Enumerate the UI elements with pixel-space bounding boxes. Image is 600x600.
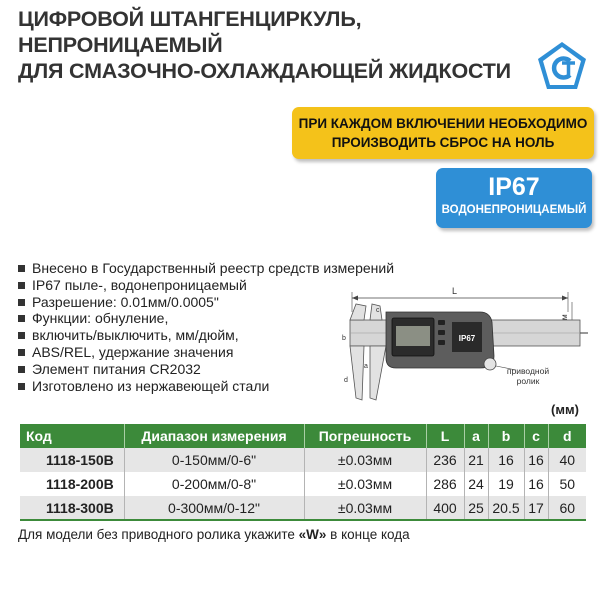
- cell-range: 0-150мм/0-6": [124, 448, 304, 472]
- table-header-row: [20, 424, 586, 448]
- cell-range: 0-200мм/0-8": [124, 472, 304, 496]
- page-title: [18, 6, 538, 84]
- feature-item: Разрешение: 0.01мм/0.0005": [16, 294, 456, 311]
- feature-item: IP67 пыле-, водонепроницаемый: [16, 277, 456, 294]
- cell-c: 17: [524, 496, 548, 520]
- cell-d: 40: [548, 448, 586, 472]
- certification-logo-icon: [535, 40, 589, 94]
- cell-a: 21: [464, 448, 488, 472]
- table-row: [20, 448, 586, 472]
- ip-badge-subtitle: ВОДОНЕПРОНИЦАЕМЫЙ: [441, 204, 587, 216]
- cell-code: 1118-300B: [20, 496, 124, 520]
- feature-item: включить/выключить, мм/дюйм,: [16, 327, 456, 344]
- footnote-suffix: в конце кода: [326, 527, 410, 542]
- zero-reset-notice: [292, 107, 594, 159]
- dimension-a-label: a: [364, 363, 368, 370]
- dimension-b-label: b: [342, 335, 346, 342]
- cell-c: 16: [524, 472, 548, 496]
- caliper-brand-label: IP67: [458, 334, 476, 343]
- feature-item: Изготовлено из нержавеющей стали: [16, 378, 456, 395]
- cell-L: 286: [426, 472, 464, 496]
- table-row: [20, 472, 586, 496]
- cell-d: 50: [548, 472, 586, 496]
- feature-item: Элемент питания CR2032: [16, 361, 456, 378]
- notice-line-1: ПРИ КАЖДОМ ВКЛЮЧЕНИИ НЕОБХОДИМО: [298, 116, 588, 131]
- feature-item: Внесено в Государственный реестр средств измерений: [16, 260, 456, 277]
- column-header-L: L: [426, 424, 464, 448]
- ip-badge-title: IP67: [488, 173, 540, 201]
- column-header-c: c: [524, 424, 548, 448]
- column-header-range: Диапазон измерения: [124, 424, 304, 448]
- cell-a: 24: [464, 472, 488, 496]
- roller-label-line1: приводной: [506, 366, 550, 376]
- table-row: [20, 496, 586, 520]
- footnote: [18, 527, 410, 542]
- cell-accuracy: ±0.03мм: [304, 472, 426, 496]
- cell-b: 19: [488, 472, 524, 496]
- cell-d: 60: [548, 496, 586, 520]
- column-header-b: b: [488, 424, 524, 448]
- cell-range: 0-300мм/0-12": [124, 496, 304, 520]
- cell-c: 16: [524, 448, 548, 472]
- cell-code: 1118-150B: [20, 448, 124, 472]
- dimension-L-label: L: [452, 286, 458, 296]
- column-header-code: Код: [20, 424, 124, 448]
- cell-L: 236: [426, 448, 464, 472]
- specification-table: [20, 424, 586, 521]
- feature-item: Функции: обнуление,: [16, 310, 456, 327]
- dimension-c-label: c: [376, 307, 380, 314]
- dimension-d-label: d: [344, 377, 348, 384]
- cell-b: 20.5: [488, 496, 524, 520]
- cell-accuracy: ±0.03мм: [304, 448, 426, 472]
- cell-L: 400: [426, 496, 464, 520]
- footnote-prefix: Для модели без приводного ролика укажите: [18, 527, 299, 542]
- ip67-badge: [436, 168, 592, 228]
- column-header-d: d: [548, 424, 586, 448]
- footnote-code: «W»: [298, 527, 327, 542]
- feature-item: ABS/REL, удержание значения: [16, 344, 456, 361]
- cell-a: 25: [464, 496, 488, 520]
- column-header-accuracy: Погрешность: [304, 424, 426, 448]
- notice-line-2: ПРОИЗВОДИТЬ СБРОС НА НОЛЬ: [331, 135, 555, 150]
- cell-accuracy: ±0.03мм: [304, 496, 426, 520]
- column-header-a: a: [464, 424, 488, 448]
- caliper-diagram: [330, 282, 594, 410]
- title-line-1: ЦИФРОВОЙ ШТАНГЕНЦИРКУЛЬ, НЕПРОНИЦАЕМЫЙ: [18, 7, 362, 57]
- unit-label: (мм): [551, 402, 579, 417]
- roller-label-line2: ролик: [516, 376, 540, 386]
- cell-b: 16: [488, 448, 524, 472]
- cell-code: 1118-200B: [20, 472, 124, 496]
- title-line-2: ДЛЯ СМАЗОЧНО-ОХЛАЖДАЮЩЕЙ ЖИДКОСТИ: [18, 59, 511, 83]
